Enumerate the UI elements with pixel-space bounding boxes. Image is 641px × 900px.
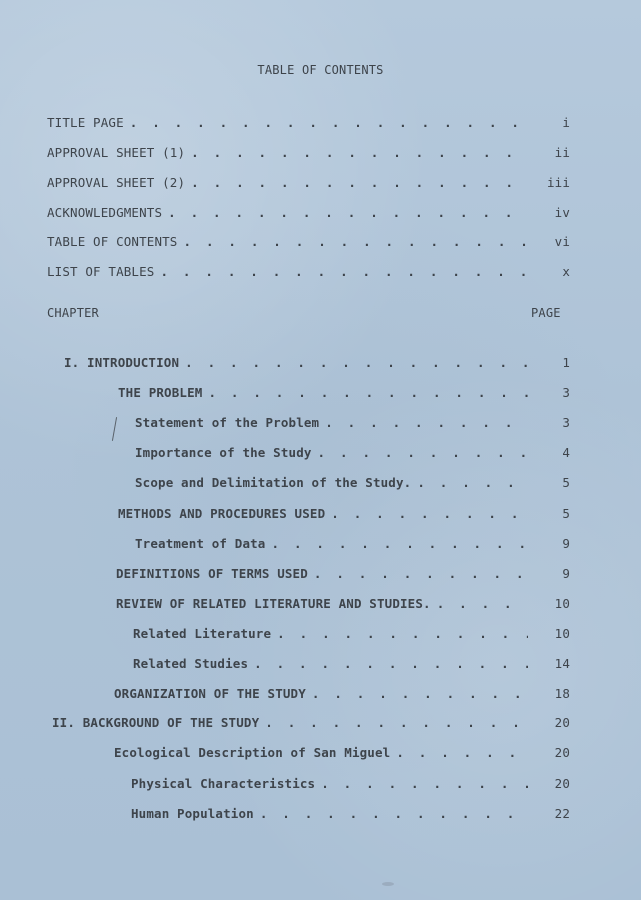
page-title: TABLE OF CONTENTS bbox=[257, 63, 384, 77]
toc-entry-human-population bbox=[131, 803, 570, 823]
toc-entry-scope-and-delimitation bbox=[135, 472, 570, 492]
dot-leader bbox=[260, 806, 528, 821]
dot-leader bbox=[191, 175, 528, 190]
toc-entry-label: APPROVAL SHEET (1) bbox=[47, 144, 186, 160]
toc-entry-page-number: 5 bbox=[562, 474, 570, 490]
toc-entry-page-number: 3 bbox=[562, 384, 570, 400]
dot-leader bbox=[184, 234, 529, 249]
toc-entry-the-problem bbox=[118, 382, 570, 402]
toc-entry-page-number: i bbox=[562, 114, 570, 130]
toc-entry-page-number: 10 bbox=[554, 625, 570, 641]
dot-leader bbox=[191, 145, 528, 160]
toc-entry-page-number: 22 bbox=[554, 805, 570, 821]
toc-entry-statement-of-the-problem bbox=[135, 412, 570, 432]
dot-leader bbox=[168, 205, 528, 220]
dot-leader bbox=[318, 445, 528, 460]
toc-entry-treatment-of-data bbox=[135, 533, 570, 553]
toc-entry-page-number: 4 bbox=[562, 444, 570, 460]
dot-leader bbox=[331, 506, 528, 521]
toc-entry-page-number: 9 bbox=[562, 565, 570, 581]
toc-entry-approval-sheet-1 bbox=[47, 142, 570, 162]
dot-leader bbox=[185, 355, 528, 370]
toc-entry-label: TABLE OF CONTENTS bbox=[47, 233, 178, 249]
toc-entry-label: LIST OF TABLES bbox=[47, 263, 155, 279]
chapter-column-heading: CHAPTER bbox=[47, 306, 99, 320]
toc-entry-introduction bbox=[64, 352, 570, 372]
dot-leader bbox=[254, 656, 528, 671]
toc-entry-background-of-the-study bbox=[52, 712, 570, 732]
toc-entry-label: Related Studies bbox=[133, 655, 249, 671]
toc-entry-label: THE PROBLEM bbox=[118, 384, 203, 400]
toc-entry-page-number: 14 bbox=[554, 655, 570, 671]
toc-entry-page-number: 18 bbox=[554, 685, 570, 701]
toc-entry-label: ORGANIZATION OF THE STUDY bbox=[114, 685, 306, 701]
toc-entry-physical-characteristics bbox=[131, 773, 570, 793]
toc-entry-page-number: 1 bbox=[562, 354, 570, 370]
toc-entry-label: Related Literature bbox=[133, 625, 272, 641]
toc-entry-label: REVIEW OF RELATED LITERATURE AND STUDIES. bbox=[116, 595, 431, 611]
dot-leader bbox=[314, 566, 528, 581]
toc-entry-page-number: 20 bbox=[554, 744, 570, 760]
toc-entry-organization-of-the-study bbox=[114, 683, 570, 703]
toc-entry-page-number: ii bbox=[554, 144, 570, 160]
toc-entry-page-number: vi bbox=[554, 233, 570, 249]
dot-leader bbox=[321, 776, 528, 791]
toc-entry-definitions-of-terms bbox=[116, 563, 570, 583]
dot-leader bbox=[265, 715, 528, 730]
toc-entry-importance-of-the-study bbox=[135, 442, 570, 462]
toc-entry-related-studies bbox=[133, 653, 570, 673]
toc-entry-ecological-description bbox=[114, 742, 570, 762]
toc-entry-label: Importance of the Study bbox=[135, 444, 312, 460]
dot-leader bbox=[417, 475, 528, 490]
toc-entry-label: DEFINITIONS OF TERMS USED bbox=[116, 565, 308, 581]
toc-entry-label: Treatment of Data bbox=[135, 535, 266, 551]
dot-leader bbox=[277, 626, 528, 641]
dot-leader bbox=[325, 415, 528, 430]
toc-entry-methods-and-procedures bbox=[118, 503, 570, 523]
toc-entry-page-number: 5 bbox=[562, 505, 570, 521]
toc-entry-page-number: 20 bbox=[554, 775, 570, 791]
toc-entry-title-page bbox=[47, 112, 570, 132]
toc-entry-page-number: iv bbox=[554, 204, 570, 220]
toc-entry-page-number: x bbox=[562, 263, 570, 279]
toc-entry-page-number: 3 bbox=[562, 414, 570, 430]
dot-leader bbox=[130, 115, 528, 130]
toc-entry-label: Ecological Description of San Miguel bbox=[114, 744, 391, 760]
toc-entry-table-of-contents bbox=[47, 231, 570, 251]
toc-entry-page-number: 10 bbox=[554, 595, 570, 611]
toc-entry-page-number: 9 bbox=[562, 535, 570, 551]
toc-entry-label: Human Population bbox=[131, 805, 254, 821]
toc-entry-approval-sheet-2 bbox=[47, 172, 570, 192]
toc-entry-label: Statement of the Problem bbox=[135, 414, 320, 430]
toc-entry-label: ACKNOWLEDGMENTS bbox=[47, 204, 163, 220]
toc-entry-page-number: iii bbox=[546, 174, 570, 190]
toc-entry-related-literature bbox=[133, 623, 570, 643]
dot-leader bbox=[208, 385, 528, 400]
dot-leader bbox=[396, 745, 528, 760]
toc-entry-acknowledgments bbox=[47, 202, 570, 222]
toc-entry-label: Scope and Delimitation of the Study. bbox=[135, 474, 412, 490]
toc-entry-page-number: 20 bbox=[554, 714, 570, 730]
toc-entry-label: Physical Characteristics bbox=[131, 775, 316, 791]
toc-entry-list-of-tables bbox=[47, 261, 570, 281]
dot-leader bbox=[272, 536, 529, 551]
toc-entry-label: METHODS AND PROCEDURES USED bbox=[118, 505, 326, 521]
paper-stain bbox=[382, 882, 394, 886]
margin-mark bbox=[112, 417, 117, 441]
dot-leader bbox=[437, 596, 528, 611]
toc-entry-label: TITLE PAGE bbox=[47, 114, 124, 130]
toc-entry-label: I. INTRODUCTION bbox=[64, 354, 180, 370]
dot-leader bbox=[160, 264, 528, 279]
dot-leader bbox=[312, 686, 528, 701]
page-column-heading: PAGE bbox=[531, 306, 561, 320]
toc-entry-label: II. BACKGROUND OF THE STUDY bbox=[52, 714, 260, 730]
toc-entry-label: APPROVAL SHEET (2) bbox=[47, 174, 186, 190]
toc-entry-review-of-related-literature bbox=[116, 593, 570, 613]
